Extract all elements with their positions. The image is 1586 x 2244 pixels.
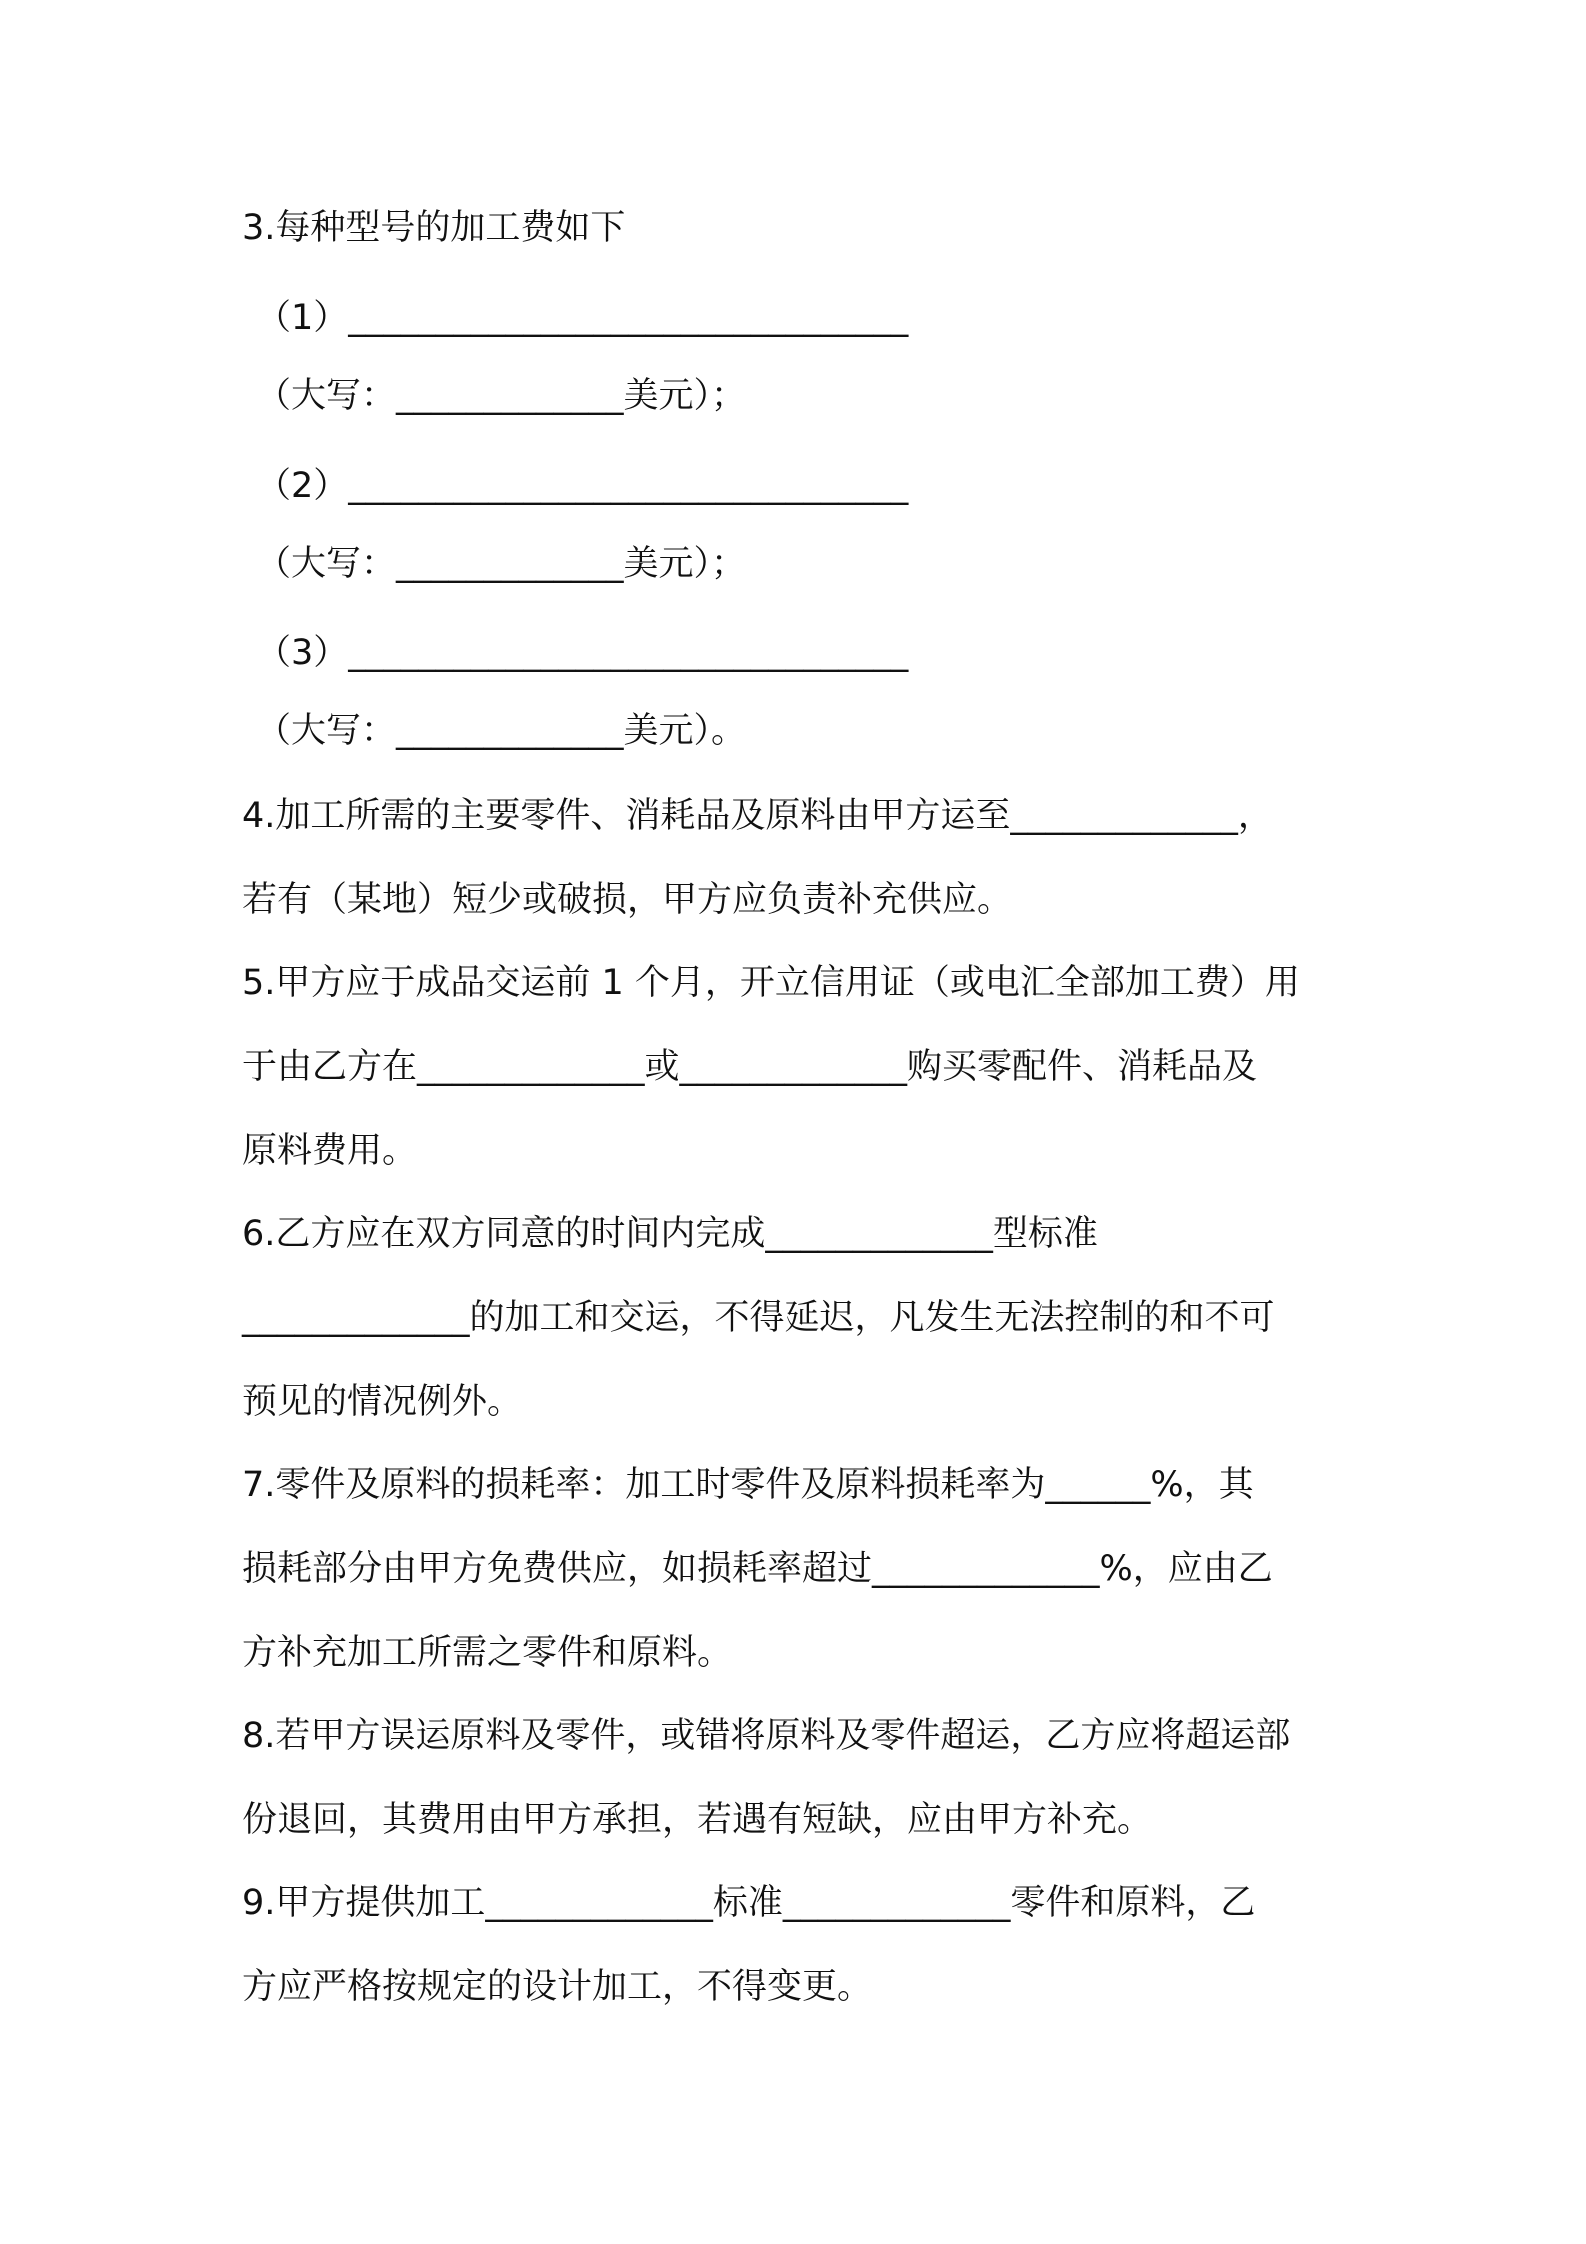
clause-7-line-3: 方补充加工所需之零件和原料。 (242, 1633, 733, 1673)
clause-9-line-1: 9.甲方提供加工_____________标准_____________零件和原料，乙 (242, 1883, 1256, 1923)
fee-item-3: （3）________________________________ (256, 633, 909, 673)
clause-3-heading: 3.每种型号的加工费如下 (242, 208, 626, 248)
fee-item-1: （1）________________________________ (256, 298, 909, 338)
clause-5-line-1: 5.甲方应于成品交运前 1 个月，开立信用证（或电汇全部加工费）用 (242, 963, 1300, 1003)
fee-item-2: （2）________________________________ (256, 466, 909, 506)
clause-7-line-1: 7.零件及原料的损耗率：加工时零件及原料损耗率为______%，其 (242, 1465, 1254, 1505)
clause-6-line-2: _____________的加工和交运，不得延迟，凡发生无法控制的和不可 (242, 1298, 1275, 1338)
fee-item-2-uppercase: （大写：_____________美元）； (256, 544, 747, 584)
clause-6-line-3: 预见的情况例外。 (242, 1382, 523, 1422)
clause-5-line-2: 于由乙方在_____________或_____________购买零配件、消耗品及 (242, 1047, 1258, 1087)
clause-5-line-3: 原料费用。 (242, 1131, 418, 1171)
clause-4-line-1: 4.加工所需的主要零件、消耗品及原料由甲方运至_____________， (242, 796, 1273, 836)
clause-7-line-2: 损耗部分由甲方免费供应，如损耗率超过_____________%，应由乙 (242, 1549, 1273, 1589)
clause-6-line-1: 6.乙方应在双方同意的时间内完成_____________型标准 (242, 1214, 1098, 1254)
clause-8-line-2: 份退回，其费用由甲方承担，若遇有短缺，应由甲方补充。 (242, 1800, 1153, 1840)
clause-9-line-2: 方应严格按规定的设计加工，不得变更。 (242, 1967, 873, 2007)
fee-item-3-uppercase: （大写：_____________美元）。 (256, 711, 747, 751)
clause-4-line-2: 若有（某地）短少或破损，甲方应负责补充供应。 (242, 880, 1013, 920)
fee-item-1-uppercase: （大写：_____________美元）； (256, 376, 747, 416)
clause-8-line-1: 8.若甲方误运原料及零件，或错将原料及零件超运，乙方应将超运部 (242, 1716, 1291, 1756)
